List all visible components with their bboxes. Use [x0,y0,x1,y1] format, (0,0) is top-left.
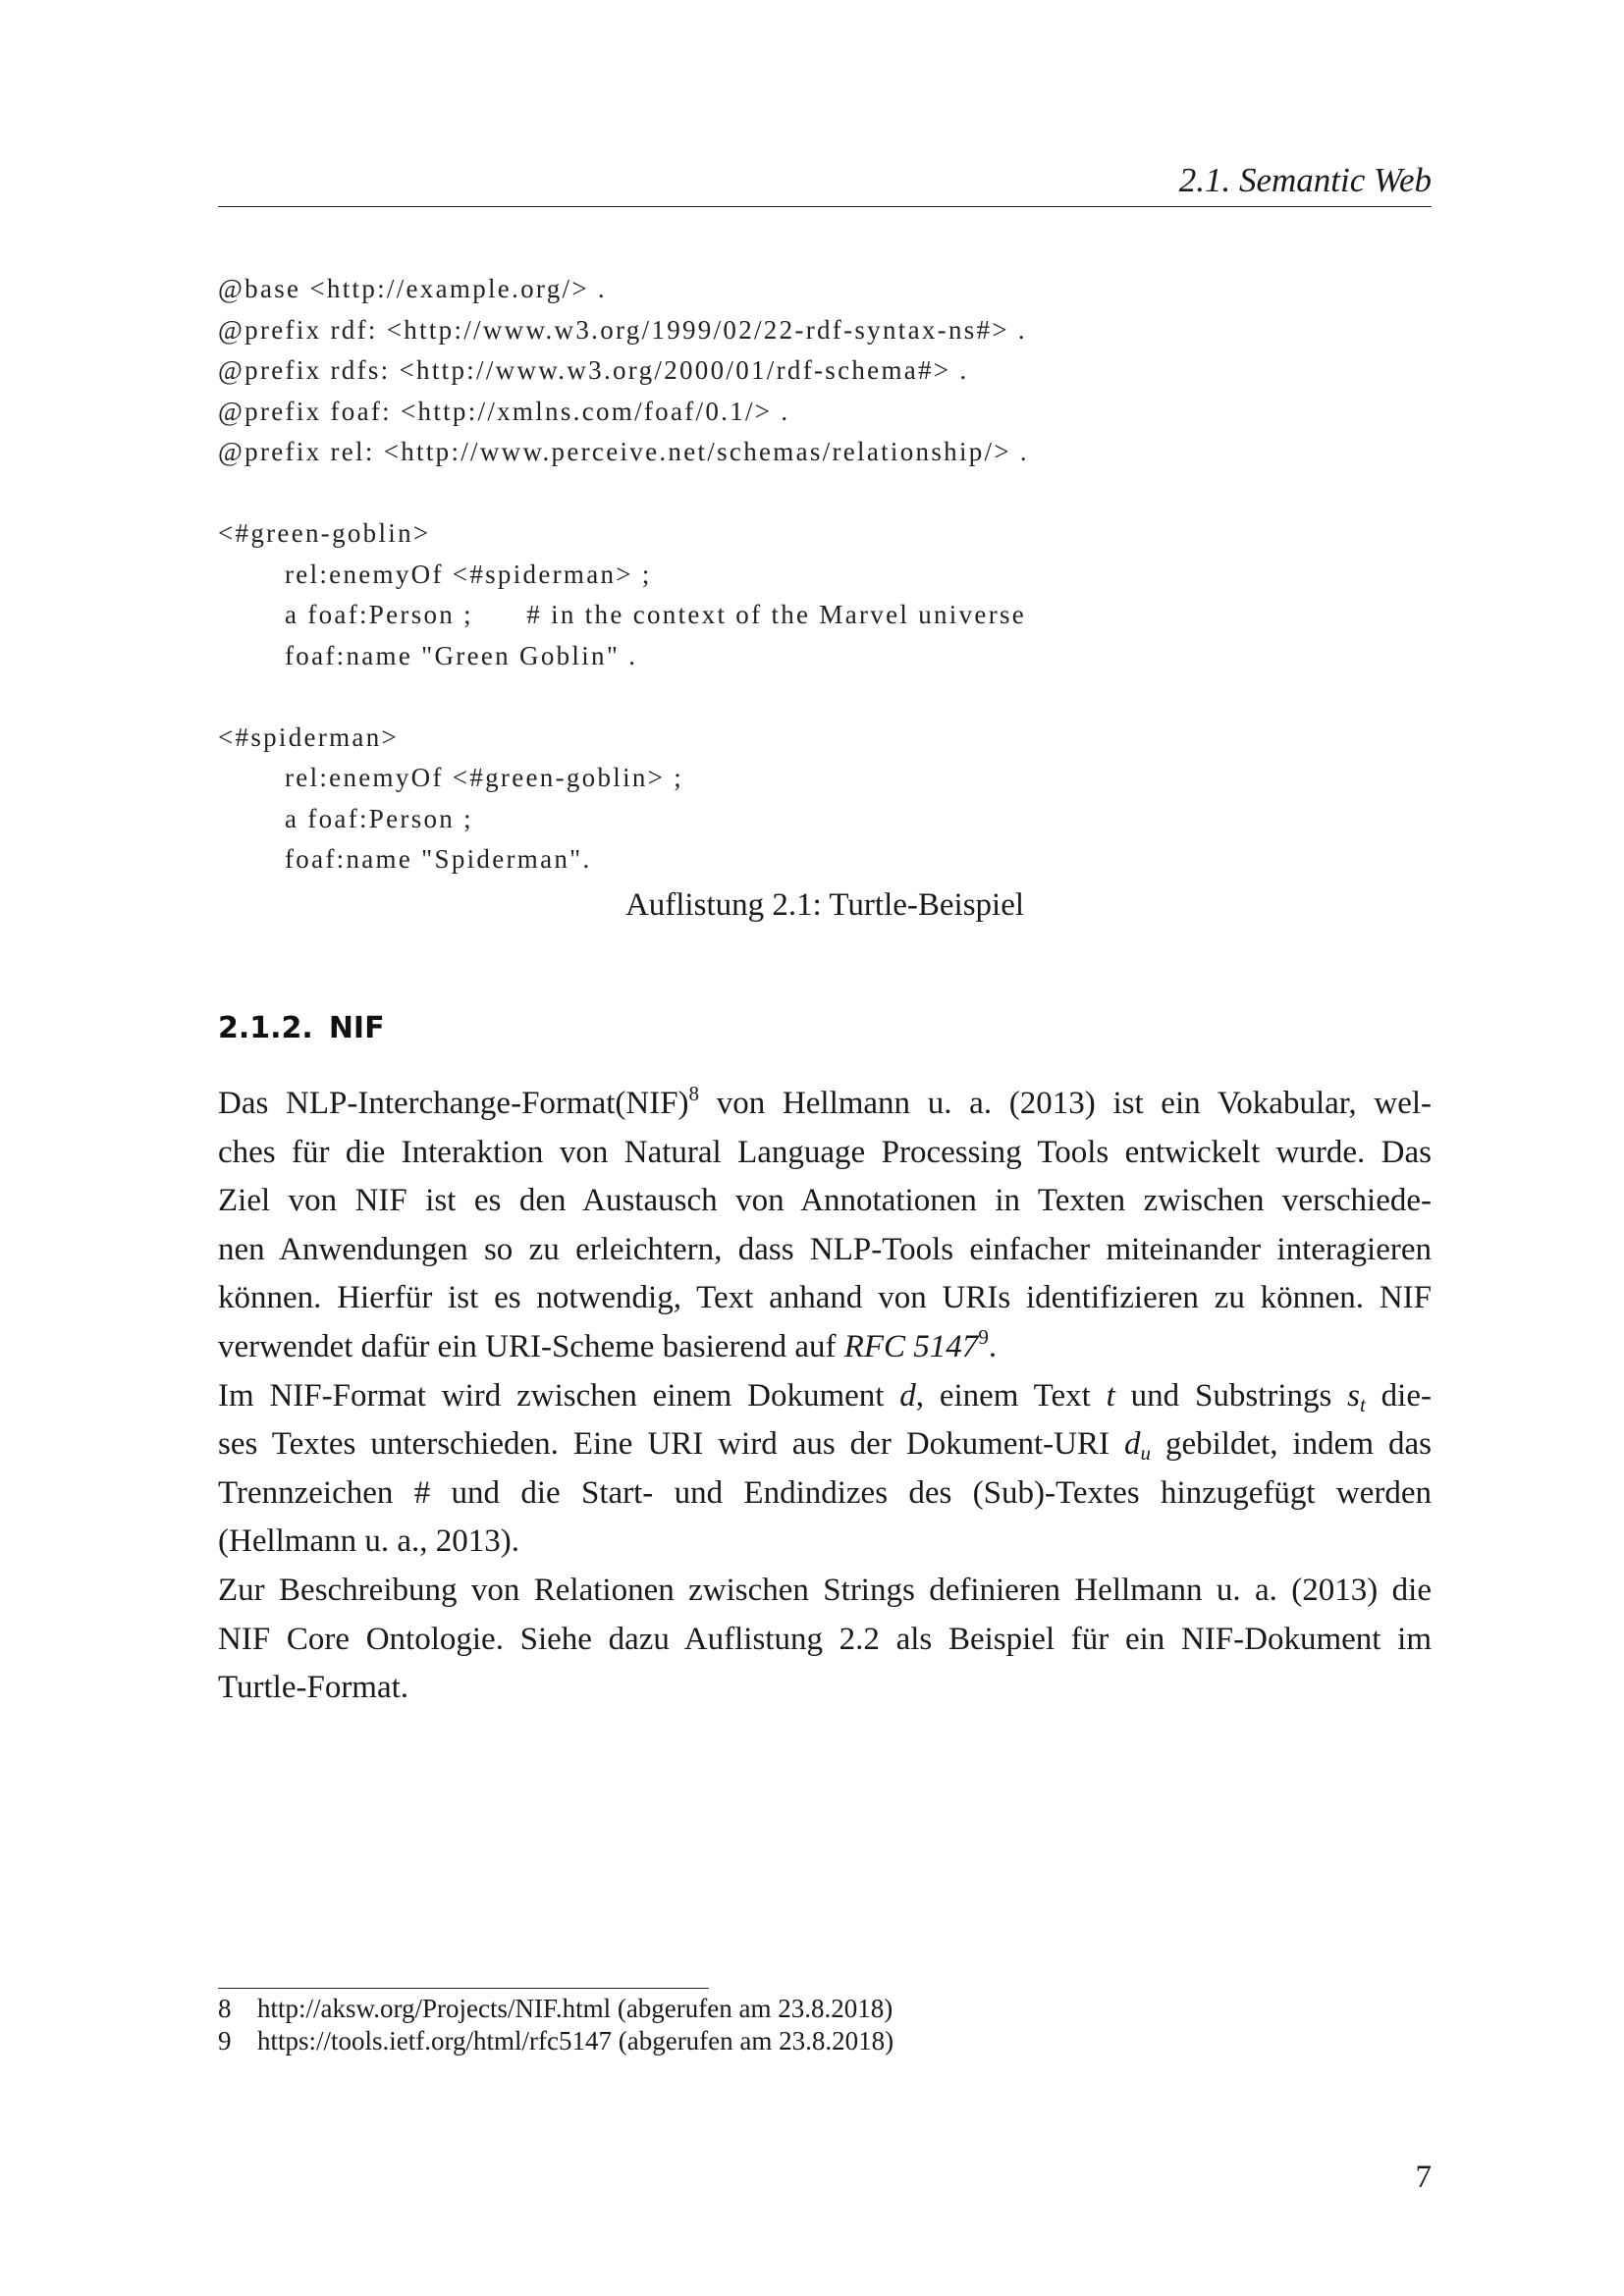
body-text [218,1080,1432,1713]
footnote-ref: 9 [978,1324,989,1349]
text-line [218,1420,1432,1469]
text-line [218,1323,1432,1372]
code-line: a foaf:Person ; # in the context of the Marvel universe [285,600,1027,629]
code-line: @prefix rdfs: <http://www.w3.org/2000/01/rdf-schema#> . [218,355,969,385]
code-line: @prefix rel: <http://www.perceive.net/schemas/relationship/> . [218,437,1029,466]
code-line: <#spiderman> [218,721,400,752]
code-line: rel:enemyOf <#spiderman> ; [285,559,652,589]
code-line: rel:enemyOf <#green-goblin> ; [285,763,684,792]
page-number: 7 [1415,2160,1432,2195]
footnotes [218,1993,893,2057]
footnote-mark: 8 [218,1994,232,2023]
code-line: @prefix rdf: <http://www.w3.org/1999/02/22-rdf-syntax-ns#> . [218,314,1027,345]
code-line: @prefix foaf: <http://xmlns.com/foaf/0.1/> . [218,396,790,426]
code-line: a foaf:Person ; [285,803,473,833]
text-span: gebildet, indem das [1150,1426,1432,1463]
footnote-text: http://aksw.org/Projects/NIF.html (abgerufen am 23.8.2018) [257,1994,893,2023]
footnote-ref: 8 [688,1082,700,1105]
text-line: können. Hierfür ist es notwendig, Text anhand von URIs identifizieren zu können. NIF [218,1280,1432,1316]
code-line: foaf:name "Green Goblin" . [285,640,638,670]
text-line: (Hellmann u. a., 2013). [218,1523,520,1560]
section-title: NIF [328,1011,385,1045]
math-var: d [899,1377,916,1414]
math-var: t [1106,1377,1115,1414]
footnote [218,2025,893,2057]
text-line: Turtle-Format. [218,1670,409,1706]
text-line: Trennzeichen # und die Start- und Endindizes des (Sub)-Textes hinzugefügt werden [218,1474,1432,1511]
text-span: die- [1365,1377,1432,1414]
listing-caption: Auflistung 2.1: Turtle-Beispiel [624,887,1025,923]
footnote [218,1993,893,2025]
text-span: ses Textes unterschieden. Eine URI wird aus der Dokument-URI [218,1426,1124,1463]
footnote-rule [218,1988,709,1989]
text-line [218,1080,1432,1129]
math-subscript: u [1140,1441,1151,1466]
math-var: s [1347,1377,1360,1414]
text-span: Im NIF-Format wird zwischen einem Dokument [218,1377,900,1414]
running-header [218,157,1432,207]
text-line: Zur Beschreibung von Relationen zwischen Strings definieren Hellmann u. a. (2013) die [218,1572,1432,1608]
footnote-text: https://tools.ietf.org/html/rfc5147 (abgerufen am 23.8.2018) [257,2026,894,2056]
text-line [218,1372,1432,1421]
text-span: , einem Text [915,1377,1107,1414]
code-blank-line [218,473,1432,514]
text-span: . [988,1328,998,1364]
section-number: 2.1.2. [218,1011,313,1045]
math-var: d [1123,1426,1141,1463]
text-span: verwendet dafür ein URI-Scheme basierend auf [218,1328,844,1364]
text-line: nen Anwendungen so zu erleichtern, dass NLP-Tools einfacher miteinander interagieren [218,1231,1432,1267]
text-line: Ziel von NIF ist es den Austausch von Annotationen in Texten zwischen verschiede- [218,1183,1432,1219]
code-line: <#green-goblin> [218,518,431,548]
text-span: und Substrings [1114,1377,1348,1414]
code-listing [218,269,1432,881]
footnote-mark: 9 [218,2026,232,2056]
text-span: Das NLP-Interchange-Format(NIF) [218,1086,689,1121]
text-line: ches für die Interaktion von Natural Language Processing Tools entwickelt wurde. Das [218,1134,1432,1170]
code-line: foaf:name "Spiderman". [285,844,592,874]
rfc-reference: RFC 5147 [843,1328,979,1364]
section-heading [218,1011,385,1045]
code-blank-line [218,676,1432,718]
text-line: NIF Core Ontologie. Siehe dazu Auflistung 2.2 als Beispiel für ein NIF-Dokument im [218,1621,1432,1657]
code-line: @base <http://example.org/> . [218,274,607,303]
header-title: 2.1. Semantic Web [1178,161,1432,199]
math-subscript: t [1360,1392,1366,1416]
text-span: von Hellmann u. a. (2013) ist ein Vokabular, wel- [699,1086,1432,1121]
